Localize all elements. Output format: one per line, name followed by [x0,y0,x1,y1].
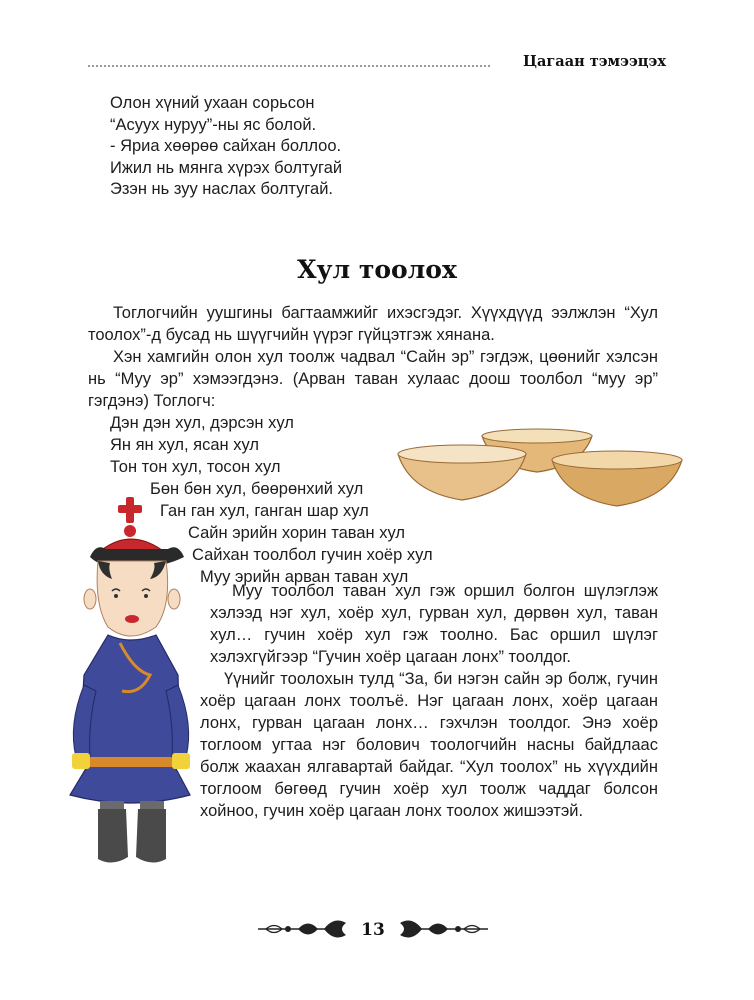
bowl-left [398,445,526,500]
opening-poem [110,93,342,201]
running-title: Цагаан тэмээцэх [523,53,666,70]
head [84,561,180,636]
verse-line: Ган ган хул, ганган шар хул [160,502,369,520]
deel [70,635,190,803]
poem-line: Эзэн нь зуу наслах болтугай. [110,180,333,198]
hat [90,497,184,567]
verse-line: Ян ян хул, ясан хул [110,436,259,454]
verse-line: Сайхан тоолбол гучин хоёр хул [192,546,433,564]
footer-ornament-right [396,914,488,944]
verse-line: Бөн бөн хул, бөөрөнхий хул [150,480,364,498]
bowl-right [552,451,682,506]
poem-line: Олон хүний ухаан сорьсон [110,94,315,112]
poem-line: “Асуух нуруу”-ны яс болой. [110,115,317,134]
verse-line: Сайн эрийн хорин таван хул [188,524,406,542]
verse-line: Муу эрийн арван таван хул [200,568,409,586]
verse-line: Тон тон хул, тосон хул [110,458,281,476]
footer-ornament-left [258,914,350,944]
page-number: 13 [361,920,385,940]
paragraph-white-bottle: Үүнийг тоолохын тулд “За, би нэгэн сайн эр болж, гучин хоёр цагаан лонх тоолъё. Нэг цагаан лонх, хоёр цагаан лонх, гурван цагаан лонх… гэхчлэн тоолдог. Энэ хоёр тоглоом угтаа нэг болович тоологчийн насны байдлаас болж жаахан ялгавартай байдаг. “Хул тоолох” нь хүүхдийн тоглоом бөгөөд гучин хоёр хул тоолж чаддаг болсон хойноо, гучин хоёр цагаан лонх тоолох жишээтэй. [200,670,658,820]
paragraph-rules: Хэн хамгийн олон хул тоолж чадвал “Сайн эр” гэгдэж, цөөнийг хэлсэн нь “Муу эр” хэмээгдэнэ. (Арван таван хулаас доош тоолбол “муу эр” гэгдэнэ) Тоглогч: [88,348,658,410]
paragraph-counting: Муу тоолбол таван хул гэж оршил болгон шүлэглэж хэлээд нэг хул, хоёр хул, гурван хул, дөрвөн хул, таван хул… гучин хоёр хул гэж тоолно. Бас оршил шүлэг хэлэхгүйгээр “Гучин хоёр цагаан лонх” тоолдог. [210,582,658,666]
bowls-illustration [392,420,692,520]
boy-illustration [50,495,210,885]
poem-line: - Яриа хөөрөө сайхан боллоо. [110,137,342,155]
header-rule [88,65,490,67]
paragraph-intro: Тоглогчийн уушгины багтаамжийг ихэсгэдэг. Хүүхдүүд ээлжлэн “Хул тоолох”-д бусад нь шүүгчийн үүрэг гүйцэтгэж хянана. [88,304,658,344]
section-title: Хул тоолох [297,255,457,284]
boots [98,801,166,863]
poem-line: Ижил нь мянга хүрэх болтугай [110,158,343,177]
verse-line: Дэн дэн хул, дэрсэн хул [110,414,294,432]
